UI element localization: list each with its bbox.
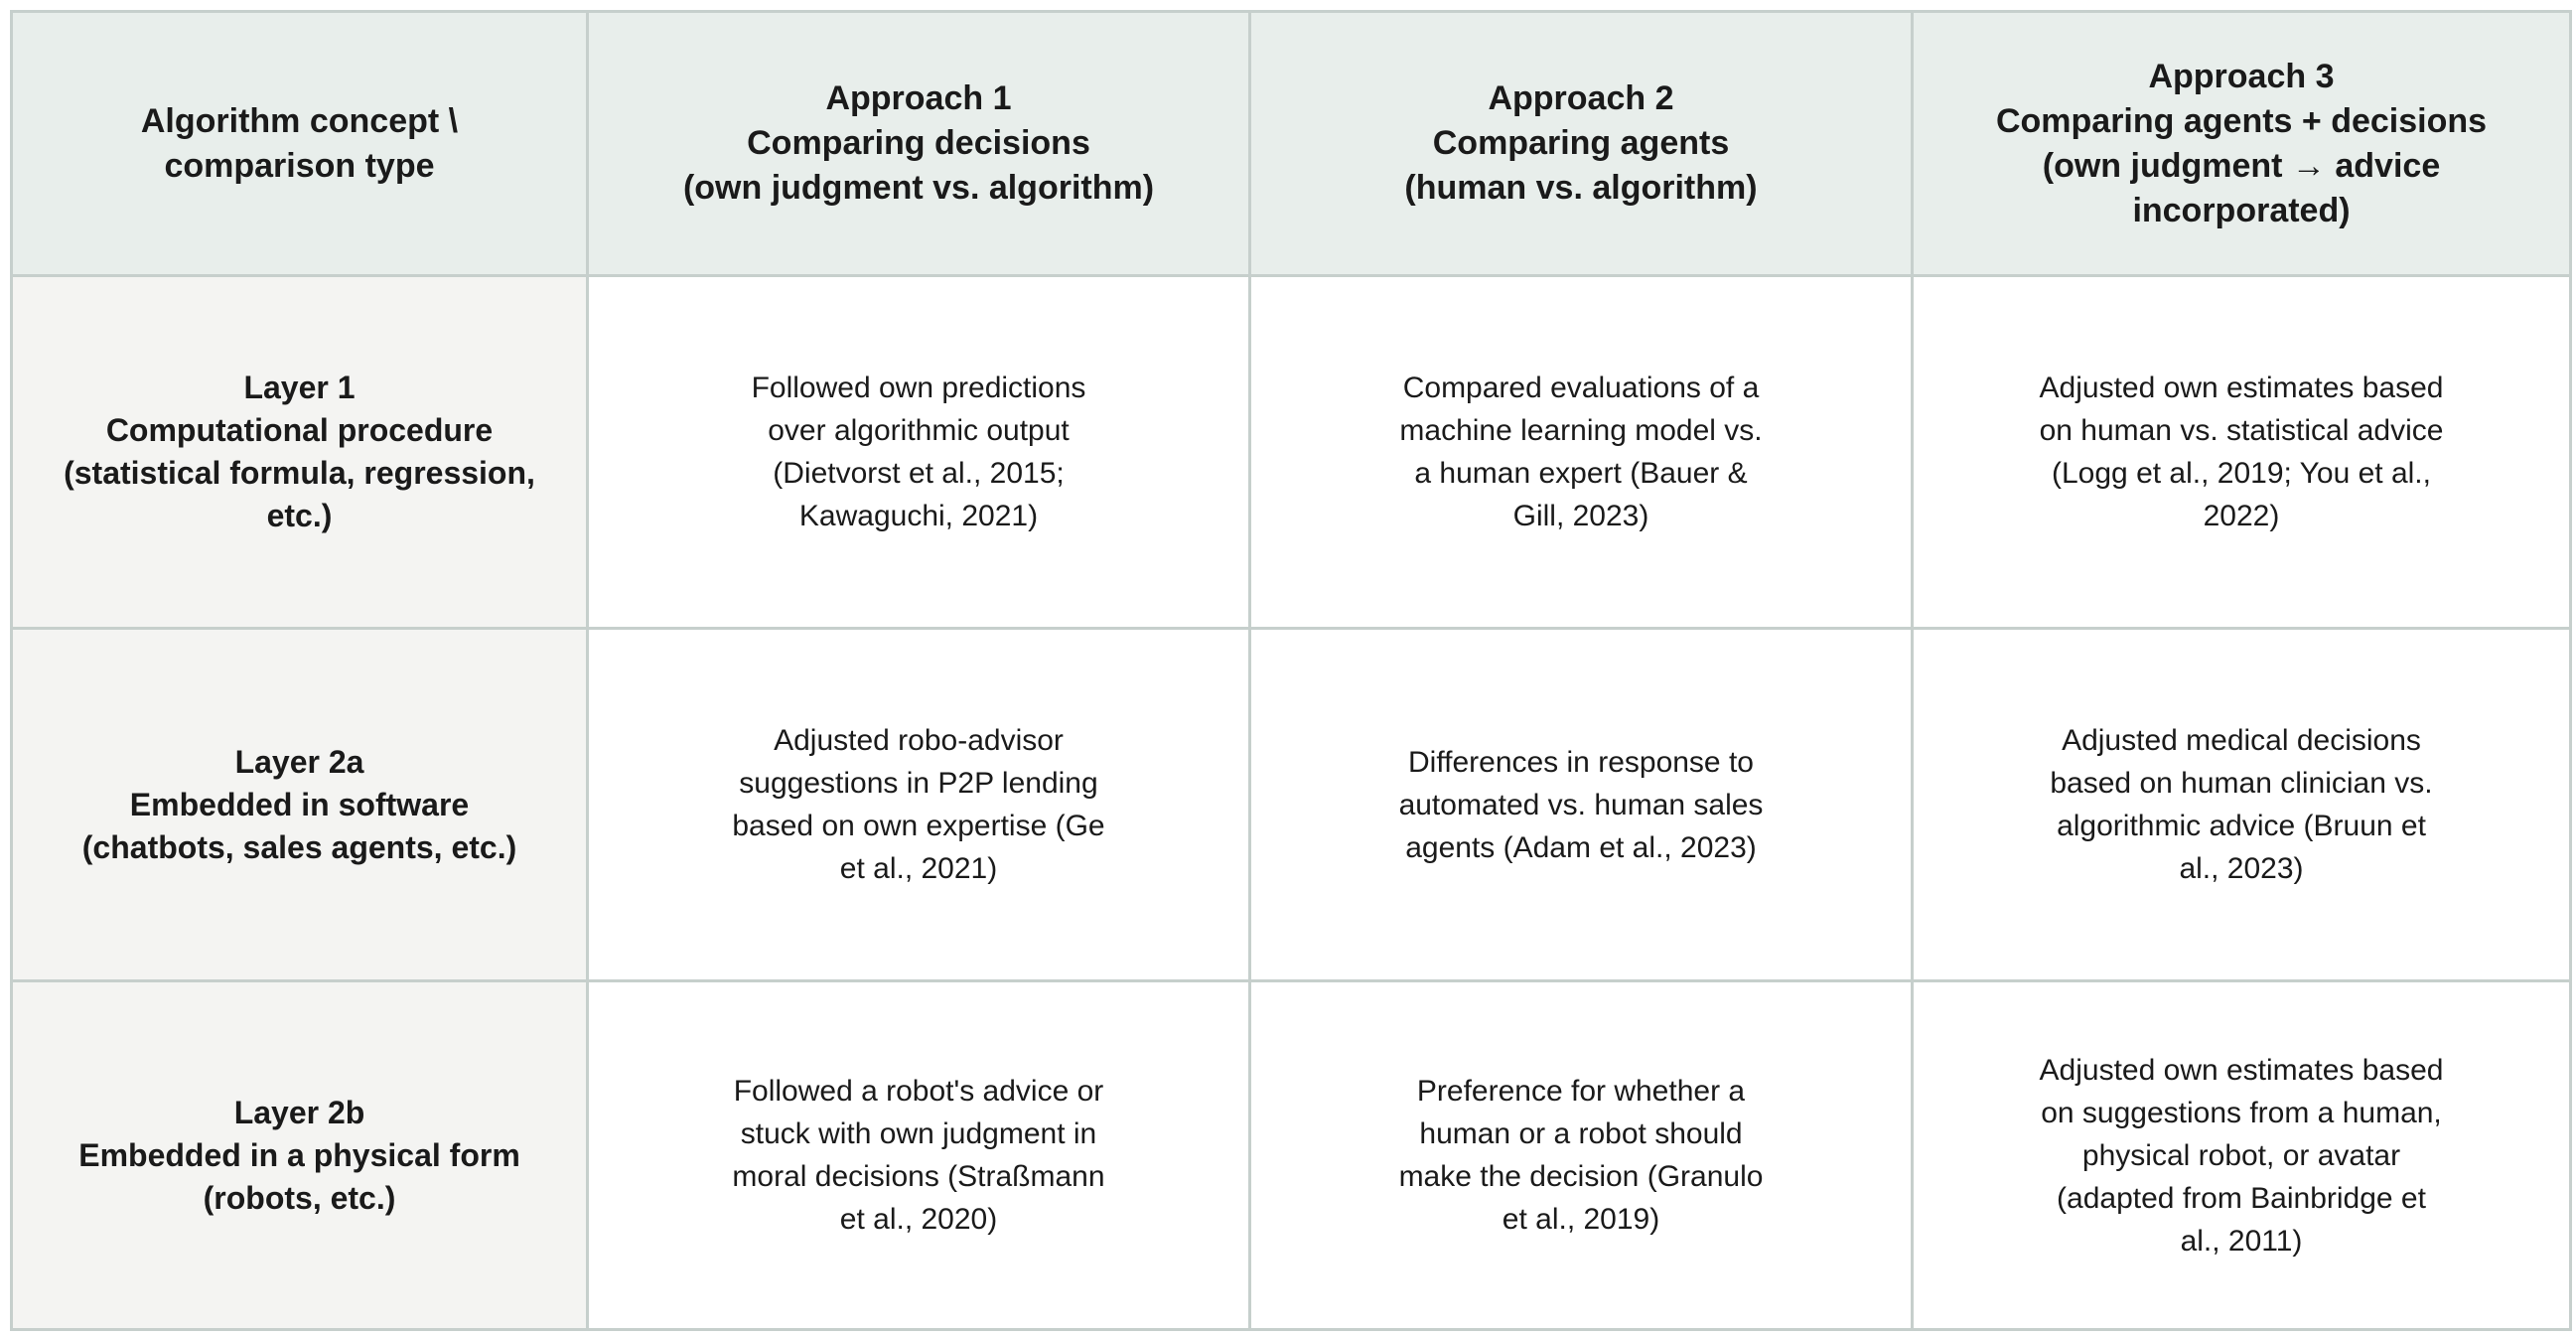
corner-header — [12, 12, 588, 276]
row-note: (statistical formula, regression, etc.) — [64, 455, 535, 533]
table-row-layer-1 — [12, 276, 2571, 629]
cell-text: Adjusted own estimates based on human vs. statistical advice (Logg et al., 2019; You et al., 2022) — [2039, 371, 2444, 532]
comparison-table — [10, 10, 2572, 1331]
row-title: Layer 1 — [243, 370, 356, 405]
cell-text: Adjusted own estimates based on suggestions from a human, physical robot, or avatar (adapted from Bainbridge et al., 2011) — [2039, 1053, 2444, 1258]
table-cell — [1913, 629, 2571, 981]
table-row-layer-2b — [12, 981, 2571, 1330]
table-cell — [1250, 276, 1913, 629]
row-title: Layer 2a — [234, 743, 364, 780]
table-cell — [588, 981, 1250, 1330]
column-subtitle: Comparing decisions — [747, 124, 1090, 162]
column-note: (human vs. algorithm) — [1404, 169, 1758, 207]
column-header-approach-2 — [1250, 12, 1913, 276]
table-cell — [1250, 629, 1913, 981]
table-cell — [588, 276, 1250, 629]
column-subtitle: Comparing agents — [1432, 124, 1730, 162]
corner-header-line1: Algorithm concept \ — [140, 101, 459, 140]
row-header-layer-2a — [12, 629, 588, 981]
row-subtitle: Embedded in software — [129, 786, 470, 822]
cell-text: Followed a robot's advice or stuck with own judgment in moral decisions (Straßmann et al., 2020) — [732, 1075, 1105, 1236]
cell-text: Compared evaluations of a machine learning model vs. a human expert (Bauer & Gill, 2023) — [1399, 371, 1763, 532]
cell-text: Preference for whether a human or a robot should make the decision (Granulo et al., 2019) — [1398, 1075, 1764, 1236]
column-header-approach-1 — [588, 12, 1250, 276]
column-subtitle: Comparing agents + decisions — [1995, 101, 2488, 140]
row-subtitle: Embedded in a physical form — [78, 1136, 520, 1173]
column-title: Approach 2 — [1488, 79, 1674, 117]
row-title: Layer 2b — [233, 1094, 365, 1130]
column-title: Approach 3 — [2148, 57, 2335, 95]
column-note: (own judgment → advice incorporated) — [2042, 146, 2441, 229]
cell-text: Adjusted robo-advisor suggestions in P2P lending based on own expertise (Ge et al., 2021) — [732, 724, 1105, 885]
row-note: (chatbots, sales agents, etc.) — [81, 828, 517, 865]
row-subtitle: Computational procedure — [105, 412, 494, 448]
row-note: (robots, etc.) — [203, 1179, 396, 1216]
table-row-layer-2a — [12, 629, 2571, 981]
column-note: (own judgment vs. algorithm) — [682, 169, 1155, 207]
row-header-layer-2b — [12, 981, 588, 1330]
cell-text: Followed own predictions over algorithmic output (Dietvorst et al., 2015; Kawaguchi, 2021) — [751, 371, 1086, 532]
row-header-layer-1 — [12, 276, 588, 629]
column-title: Approach 1 — [825, 79, 1012, 117]
table-cell — [588, 629, 1250, 981]
cell-text: Adjusted medical decisions based on human clinician vs. algorithmic advice (Bruun et al., 2023) — [2050, 724, 2433, 885]
column-header-approach-3 — [1913, 12, 2571, 276]
header-row — [12, 12, 2571, 276]
table-cell — [1913, 276, 2571, 629]
table-cell — [1913, 981, 2571, 1330]
table-cell — [1250, 981, 1913, 1330]
cell-text: Differences in response to automated vs. human sales agents (Adam et al., 2023) — [1398, 745, 1764, 864]
corner-header-line2: comparison type — [164, 146, 435, 185]
